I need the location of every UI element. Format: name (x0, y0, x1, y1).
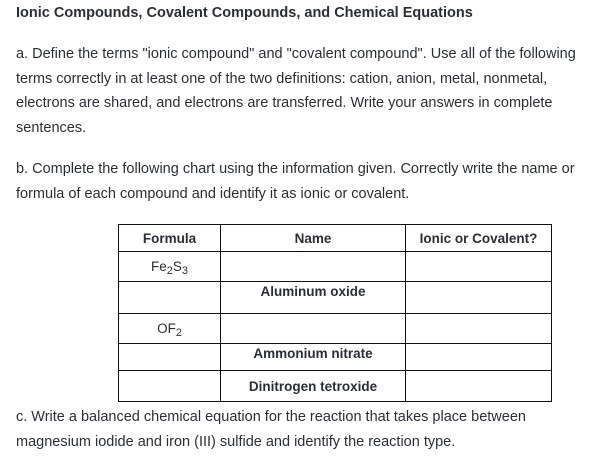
formula-cell (119, 252, 221, 282)
name-cell[interactable] (221, 314, 406, 344)
chart-header-row (119, 225, 552, 252)
formula-element: OF (157, 321, 176, 336)
type-cell[interactable] (406, 371, 552, 402)
table-row (119, 282, 552, 314)
formula-cell[interactable] (119, 282, 221, 314)
formula-element: Fe (150, 259, 167, 274)
formula-cell (119, 314, 221, 344)
name-cell: Dinitrogen tetroxide (221, 371, 406, 402)
compound-chart (118, 224, 552, 402)
formula-subscript: 2 (166, 265, 173, 277)
type-cell[interactable] (406, 314, 552, 344)
header-name: Name (221, 225, 406, 252)
table-row (119, 314, 552, 344)
part-b-instructions: b. Complete the following chart using the information given. Correctly write the name or formula of each compound and identify it as ionic or covalent. (16, 161, 575, 202)
header-formula: Formula (119, 225, 221, 252)
part-a-instructions: a. Define the terms "ionic compound" and "covalent compound". Use all of the following terms correctly in at least one of the two definitions: cation, anion, metal, nonmetal, electrons are shared, and electrons are transferred. Write your answers in complete sentences. (16, 46, 576, 136)
formula-cell[interactable] (119, 371, 221, 402)
header-ionic-or-covalent: Ionic or Covalent? (406, 225, 552, 252)
name-cell[interactable] (221, 252, 406, 282)
type-cell[interactable] (406, 252, 552, 282)
formula-element: S (172, 259, 182, 274)
table-row (119, 371, 552, 402)
name-cell: Aluminum oxide (221, 282, 406, 314)
type-cell[interactable] (406, 344, 552, 371)
formula-subscript: 3 (181, 265, 189, 277)
table-row (119, 252, 552, 282)
formula-cell[interactable] (119, 344, 221, 371)
page-title: Ionic Compounds, Covalent Compounds, and Chemical Equations (16, 5, 473, 21)
table-row (119, 344, 552, 371)
part-c-instructions: c. Write a balanced chemical equation for the reaction that takes place between magnesium iodide and iron (III) sulfide and identify the reaction type. (16, 409, 526, 450)
name-cell: Ammonium nitrate (221, 344, 406, 371)
formula-subscript: 2 (175, 327, 182, 339)
type-cell[interactable] (406, 282, 552, 314)
